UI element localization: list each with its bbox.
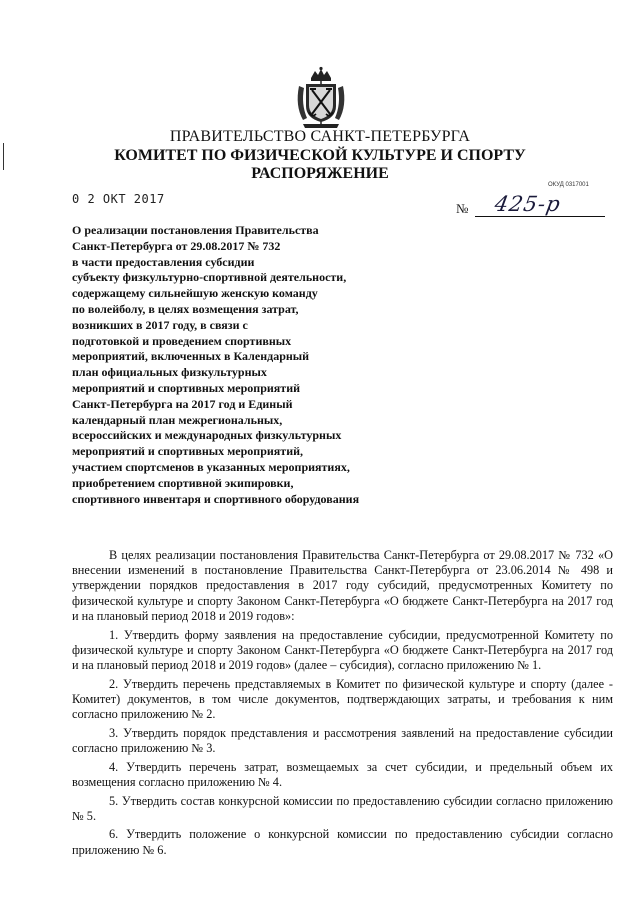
document-date-stamp: 0 2 ОКТ 2017	[72, 192, 165, 206]
government-title: ПРАВИТЕЛЬСТВО САНКТ-ПЕТЕРБУРГА	[169, 128, 471, 145]
subject-heading	[72, 223, 402, 507]
number-label: №	[456, 201, 469, 216]
subject-line: спортивного инвентаря и спортивного оборудования	[72, 491, 360, 506]
okud-code: ОКУД 0317001	[548, 182, 589, 188]
clause-3: 3. Утвердить порядок представления и рассмотрения заявлений на предоставление субсидии согласно приложению № 3.	[72, 725, 613, 755]
clause-4: 4. Утвердить перечень затрат, возмещаемых за счет субсидии, и предельный объем их возмещения согласно приложению № 4.	[72, 759, 613, 789]
subject-line: содержащему сильнейшую женскую команду	[72, 286, 318, 301]
subject-line: Санкт-Петербурга от 29.08.2017 № 732	[72, 238, 281, 253]
subject-line: в части предоставления субсидии	[72, 254, 255, 269]
subject-line: участием спортсменов в указанных мероприятиях,	[72, 459, 350, 474]
subject-line: план официальных физкультурных	[72, 365, 267, 380]
clause-5: 5. Утвердить состав конкурсной комиссии по предоставлению субсидии согласно приложению № 5.	[72, 793, 613, 823]
preamble-paragraph: В целях реализации постановления Правительства Санкт-Петербурга от 29.08.2017 № 732 «О внесении изменений в постановление Правительства Санкт-Петербурга от 23.06.2014 № 498 и утверждении порядков предоставления в 2017 году субсидий, предусмотренных Комитету по физической культуре и спорту Законом Санкт-Петербурга «О бюджете Санкт-Петербурга на 2017 год и на плановый период 2018 и 2019 годов»:	[72, 548, 613, 623]
subject-line: мероприятий и спортивных мероприятий	[72, 380, 301, 395]
clause-1: 1. Утвердить форму заявления на предоставление субсидии, предусмотренной Комитету по физической культуре и спорту Законом Санкт-Петербурга «О бюджете Санкт-Петербурга на 2017 год и на плановый период 2018 и 2019 годов» (далее – субсидия), согласно приложению № 1.	[72, 627, 613, 672]
number-underline	[475, 216, 605, 217]
document-number: 425-р	[492, 192, 563, 216]
clause-2: 2. Утвердить перечень представляемых в Комитет по физической культуре и спорту (далее - Комитет) документов, в том числе документов, подтверждающих затраты, и требования к ним согласно приложению № 2.	[72, 676, 613, 722]
subject-line: по волейболу, в целях возмещения затрат,	[72, 301, 299, 316]
committee-title: КОМИТЕТ ПО ФИЗИЧЕСКОЙ КУЛЬТУРЕ И СПОРТУ	[114, 147, 526, 164]
subject-line: субъекту физкультурно-спортивной деятельности,	[72, 270, 347, 285]
subject-line: Санкт-Петербурга на 2017 год и Единый	[72, 396, 293, 411]
subject-line: возникших в 2017 году, в связи с	[72, 317, 248, 332]
subject-line: приобретением спортивной экипировки,	[72, 475, 294, 490]
document-body	[72, 548, 613, 861]
coat-of-arms-icon	[293, 66, 349, 130]
clause-6: 6. Утвердить положение о конкурсной комиссии по предоставлению субсидии согласно приложению № 6.	[72, 827, 613, 857]
subject-line: мероприятий, включенных в Календарный	[72, 349, 310, 364]
subject-line: О реализации постановления Правительства	[72, 223, 319, 237]
subject-line: подготовкой и проведением спортивных	[72, 333, 292, 348]
subject-line: мероприятий и спортивных мероприятий,	[72, 444, 304, 459]
subject-line: всероссийских и международных физкультурных	[72, 428, 342, 443]
document-type: РАСПОРЯЖЕНИЕ	[251, 165, 389, 182]
subject-line: календарный план межрегиональных,	[72, 412, 283, 427]
